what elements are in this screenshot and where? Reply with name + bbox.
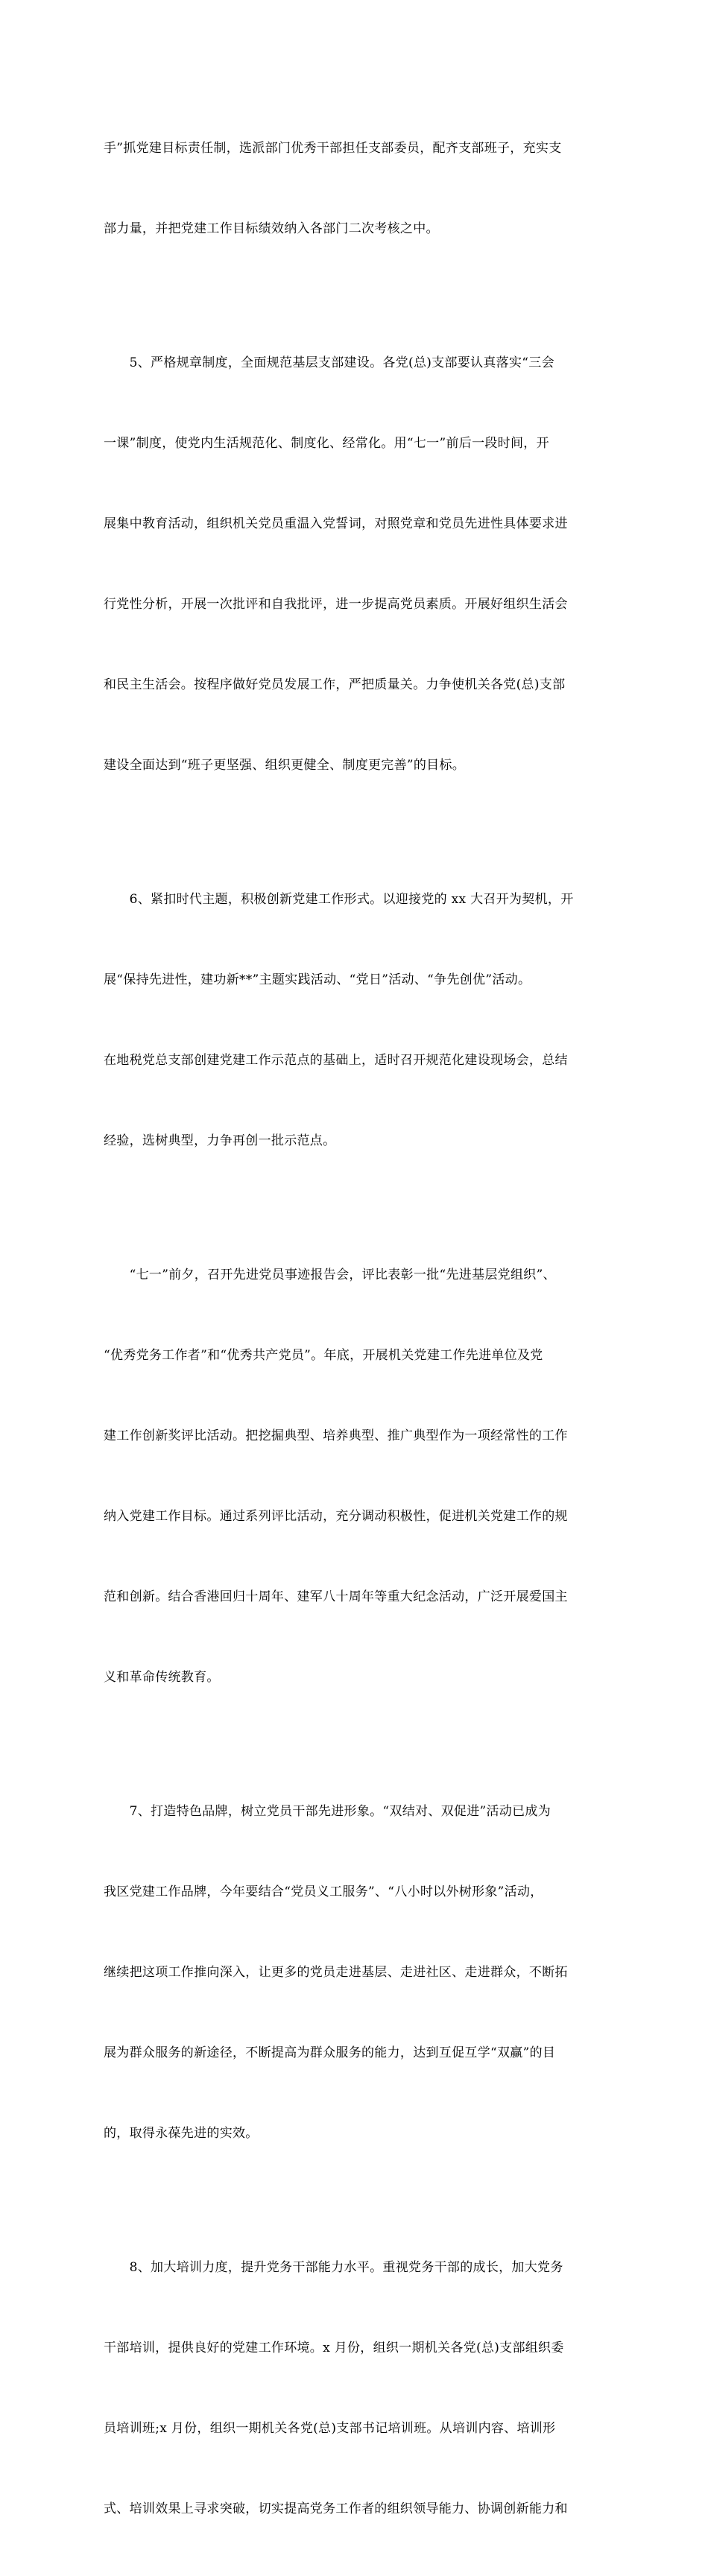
paragraph-july-first <box>104 1208 607 1744</box>
text-line: 7、打造特色品牌，树立党员干部先进形象。“双结对、双促进”活动已成为 <box>104 1804 551 1819</box>
text-line: 式、培训效果上寻求突破，切实提高党务工作者的组织领导能力、协调创新能力和 <box>104 2501 568 2516</box>
text-line: 6、紧扣时代主题，积极创新党建工作形式。以迎接党的 xx 大召开为契机，开 <box>104 892 574 907</box>
paragraph-item-7 <box>104 1744 607 2200</box>
text-line: 员培训班;x 月份，组织一期机关各党(总)支部书记培训班。从培训内容、培训形 <box>104 2421 556 2436</box>
text-line: 范和创新。结合香港回归十周年、建军八十周年等重大纪念活动，广泛开展爱国主 <box>104 1589 568 1604</box>
text-line: 建工作创新奖评比活动。把挖掘典型、培养典型、推广典型作为一项经常性的工作 <box>104 1428 568 1443</box>
paragraph-item-8 <box>104 2200 607 2576</box>
text-line: 行党性分析，开展一次批评和自我批评，进一步提高党员素质。开展好组织生活会 <box>104 597 568 612</box>
text-line: 我区党建工作品牌，今年要结合“党员义工服务”、“八小时以外树形象”活动， <box>104 1884 543 1899</box>
text-line: 5、严格规章制度，全面规范基层支部建设。各党(总)支部要认真落实“三会 <box>104 355 554 370</box>
paragraph-item-5 <box>104 296 607 832</box>
text-line: 经验，选树典型，力争再创一批示范点。 <box>104 1133 336 1148</box>
text-line: 建设全面达到“班子更坚强、组织更健全、制度更完善”的目标。 <box>104 758 466 773</box>
text-line: 展为群众服务的新途径，不断提高为群众服务的能力，达到互促互学“双赢”的目 <box>104 2045 556 2060</box>
text-line: 一课”制度，使党内生活规范化、制度化、经常化。用“七一”前后一段时间，开 <box>104 436 549 451</box>
paragraph-item-6 <box>104 832 607 1208</box>
text-line: 展“保持先进性，建功新**”主题实践活动、“党日”活动、“争先创优”活动。 <box>104 972 531 987</box>
text-line: “优秀党务工作者”和“优秀共产党员”。年底，开展机关党建工作先进单位及党 <box>104 1348 543 1363</box>
text-line: “七一”前夕，召开先进党员事迹报告会，评比表彰一批“先进基层党组织”、 <box>104 1268 556 1282</box>
text-line: 手”抓党建目标责任制，选派部门优秀干部担任支部委员，配齐支部班子，充实支 <box>104 141 562 156</box>
text-line: 在地税党总支部创建党建工作示范点的基础上，适时召开规范化建设现场会，总结 <box>104 1053 568 1068</box>
text-line: 继续把这项工作推向深入，让更多的党员走进基层、走进社区、走进群众，不断拓 <box>104 1965 568 1980</box>
text-line: 部力量，并把党建工作目标绩效纳入各部门二次考核之中。 <box>104 221 439 236</box>
document-body <box>104 81 607 2576</box>
text-line: 纳入党建工作目标。通过系列评比活动，充分调动积极性，促进机关党建工作的规 <box>104 1509 568 1524</box>
paragraph-continuation <box>104 81 607 296</box>
text-line: 8、加大培训力度，提升党务干部能力水平。重视党务干部的成长，加大党务 <box>104 2260 563 2275</box>
text-line: 的，取得永葆先进的实效。 <box>104 2126 259 2141</box>
text-line: 干部培训，提供良好的党建工作环境。x 月份，组织一期机关各党(总)支部组织委 <box>104 2341 564 2355</box>
text-line: 展集中教育活动，组织机关党员重温入党誓词，对照党章和党员先进性具体要求进 <box>104 516 568 531</box>
text-line: 和民主生活会。按程序做好党员发展工作，严把质量关。力争使机关各党(总)支部 <box>104 677 566 692</box>
text-line: 义和革命传统教育。 <box>104 1670 220 1685</box>
